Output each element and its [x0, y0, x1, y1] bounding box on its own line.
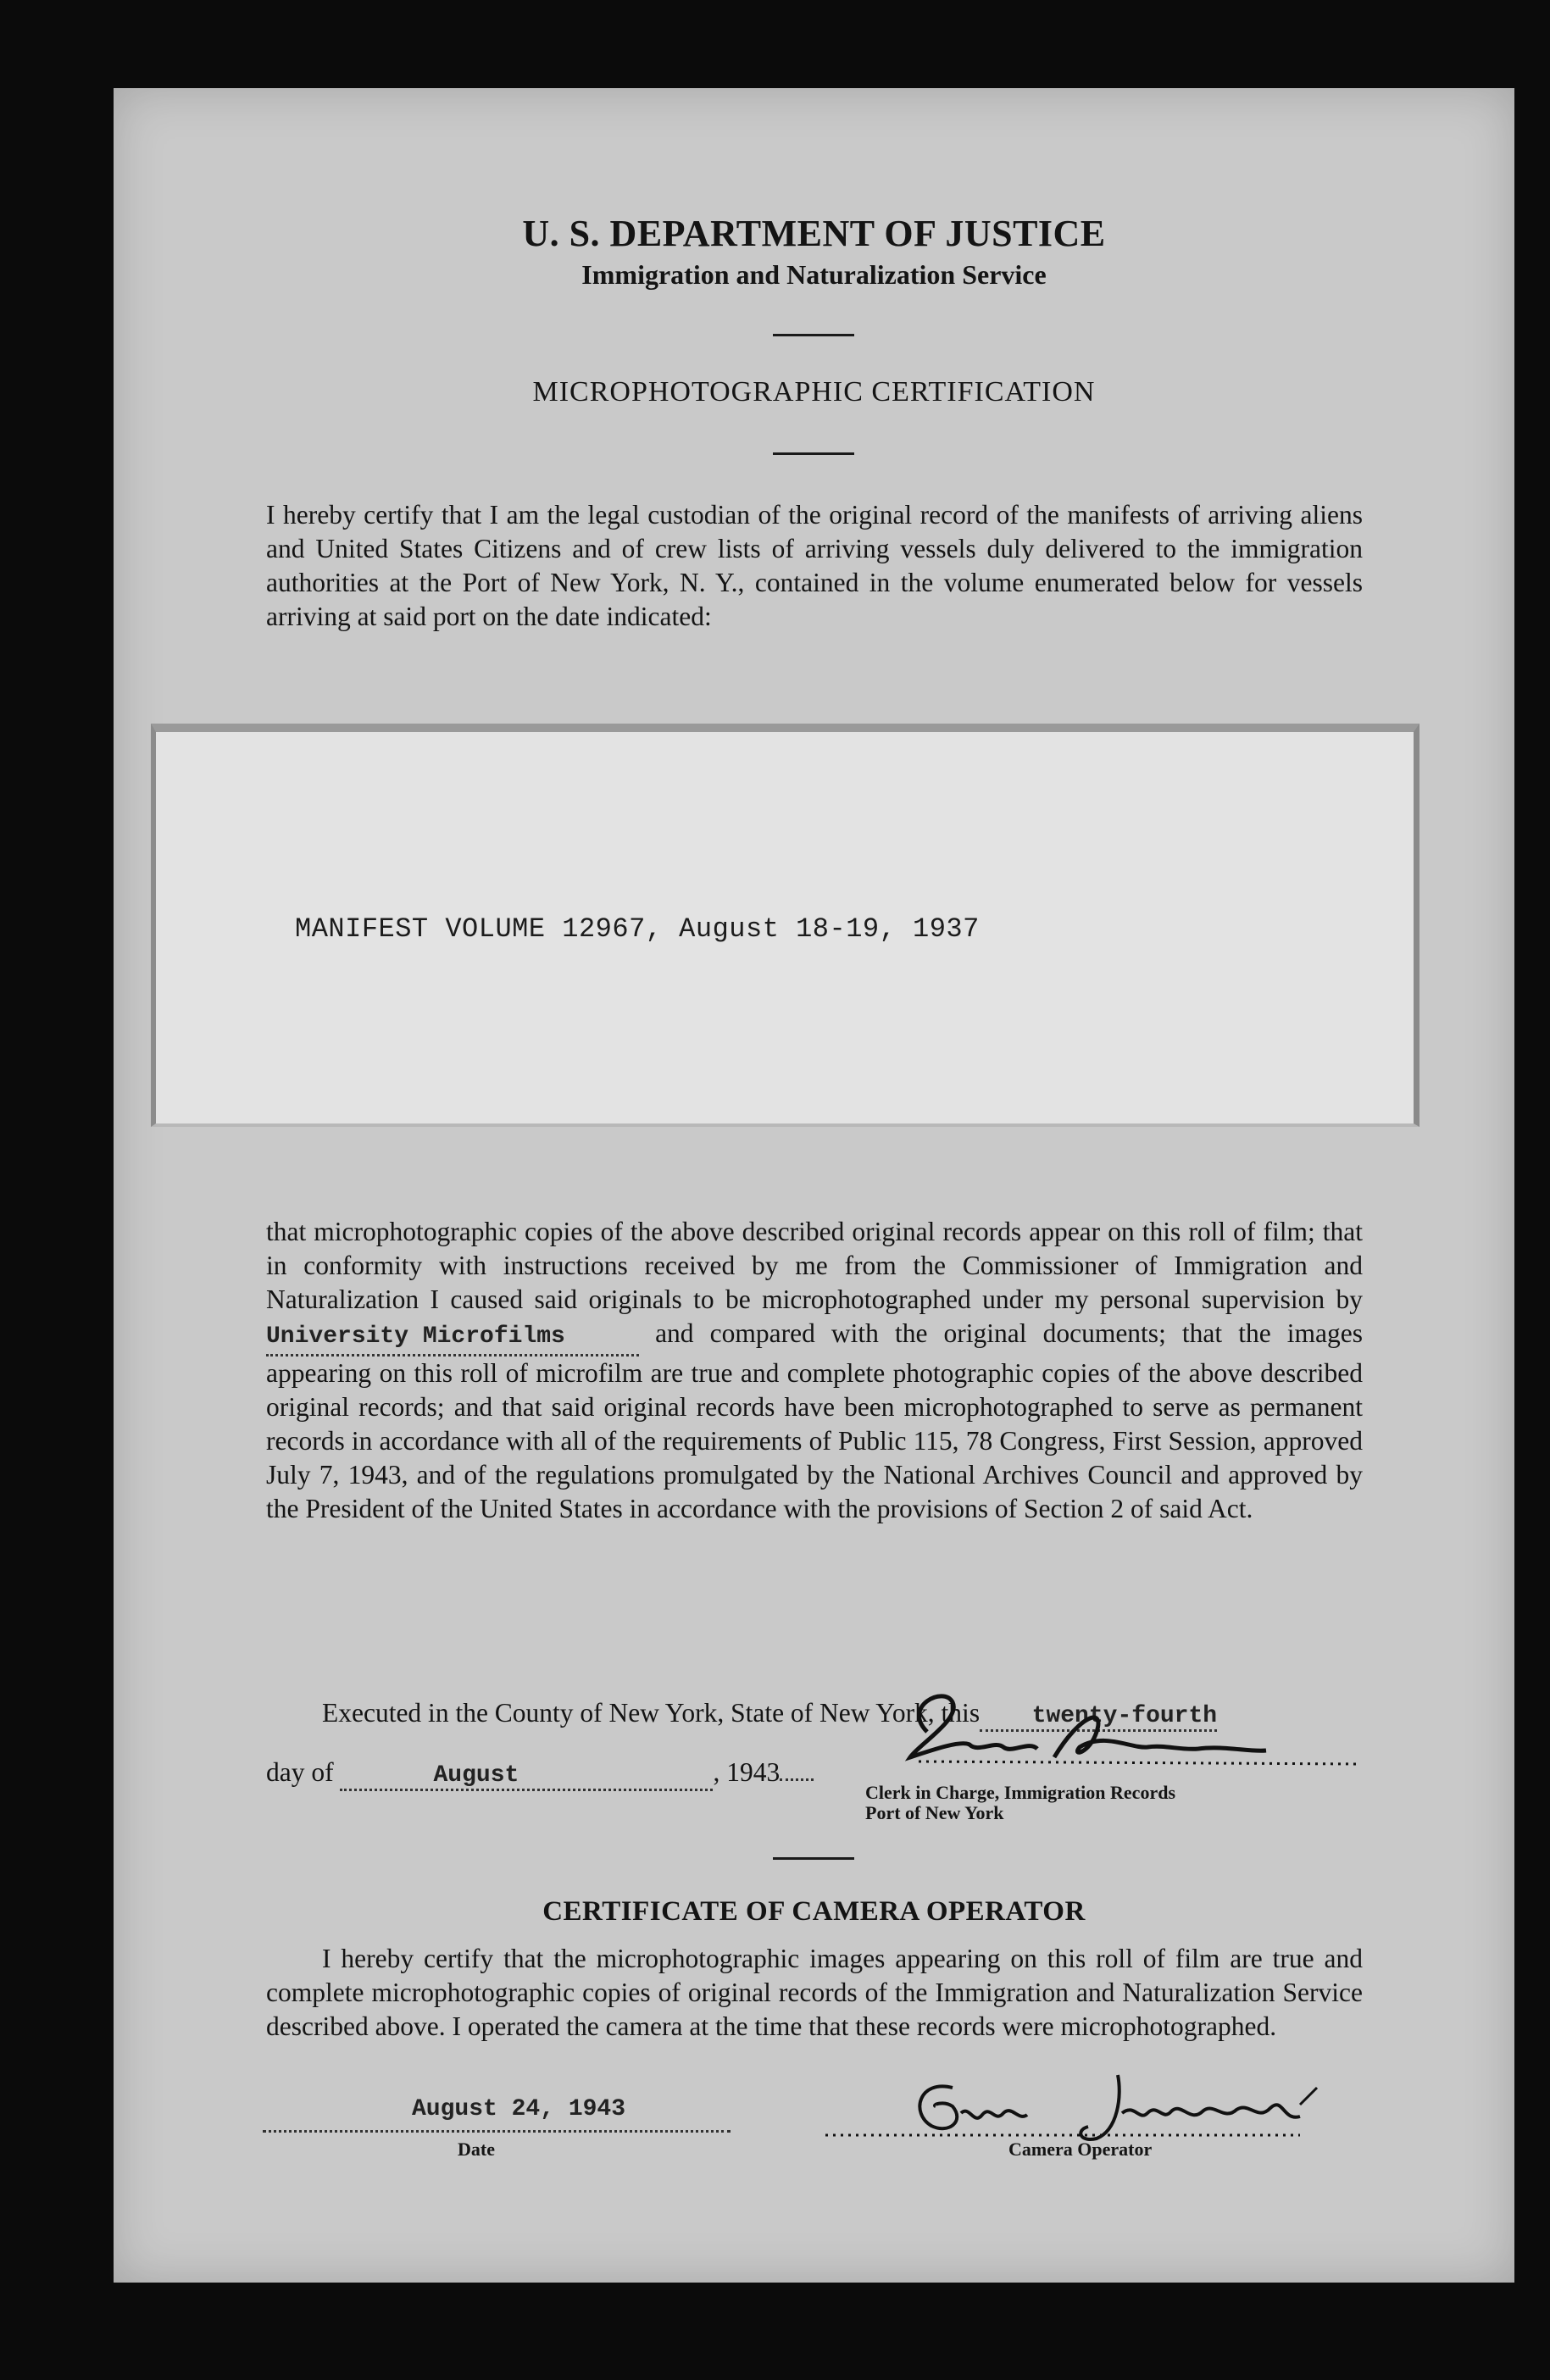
divider [773, 334, 854, 336]
date-label: Date [458, 2139, 495, 2160]
year-trail-dots [780, 1778, 814, 1781]
certificate-sheet [114, 88, 1514, 2283]
body-paragraph [266, 1215, 1363, 1526]
divider [773, 1857, 854, 1860]
manifest-volume-text: MANIFEST VOLUME 12967, August 18-19, 1937 [295, 913, 980, 945]
clerk-title [865, 1783, 1175, 1823]
department-heading: U. S. DEPARTMENT OF JUSTICE [522, 213, 1106, 254]
body-paragraph-lead: that microphotographic copies of the above described original records appear on this roll of film; that in conformity with instructions received by me from the Commissioner of Immigration and Naturalization I caused said originals to be microphotographed under my personal supervision by [266, 1217, 1363, 1314]
date-value: August 24, 1943 [412, 2096, 626, 2122]
service-subheading: Immigration and Naturalization Service [581, 259, 1047, 290]
operator-label: Camera Operator [1008, 2139, 1153, 2160]
photographer-value: University Microfilms [266, 1323, 565, 1350]
body-paragraph-rest: and compared with the original documents; that the images appearing on this roll of microfilm are true and complete photographic copies of the above described original records; and that said original records have been microphotographed to serve as permanent records in accordance with all of the requirements of Public 115, 78 Congress, First Session, approved July 7, 1943, and of the regulations promulgated by the National Archives Council and approved by the President of the United States in accordance with the provisions of Section 2 of said Act. [266, 1318, 1363, 1523]
day-value: twenty-fourth [1031, 1703, 1218, 1729]
camera-certificate-title: CERTIFICATE OF CAMERA OPERATOR [542, 1896, 1086, 1927]
date-field [263, 2091, 731, 2133]
clerk-title-line2: Port of New York [865, 1802, 1004, 1823]
day-of-label: day of [266, 1757, 334, 1787]
intro-paragraph: I hereby certify that I am the legal custodian of the original record of the manifests of arriving aliens and United States Citizens and of crew lists of arriving vessels duly delivered to the immigration authorities at the Port of New York, N. Y., contained in the volume enumerated below for vessels arriving at said port on the date indicated: [266, 500, 1363, 631]
executed-lead: Executed in the County of New York, State of New York, this [322, 1698, 981, 1728]
year-label: , 1943 [713, 1757, 781, 1787]
divider [773, 452, 854, 455]
certification-title: MICROPHOTOGRAPHIC CERTIFICATION [532, 376, 1096, 408]
photographer-field [266, 1317, 639, 1356]
month-line [266, 1757, 814, 1791]
clerk-signature [825, 1681, 1368, 1774]
clerk-title-line1: Clerk in Charge, Immigration Records [865, 1782, 1176, 1803]
month-field [340, 1757, 713, 1791]
month-value: August [433, 1762, 519, 1789]
camera-paragraph: I hereby certify that the microphotographic images appearing on this roll of film are true and complete microphotographic copies of original records of the Immigration and Naturalization Service described above. I operated the camera at the time that these records were microphotographed. [266, 1944, 1363, 2041]
operator-signature [825, 2054, 1385, 2147]
